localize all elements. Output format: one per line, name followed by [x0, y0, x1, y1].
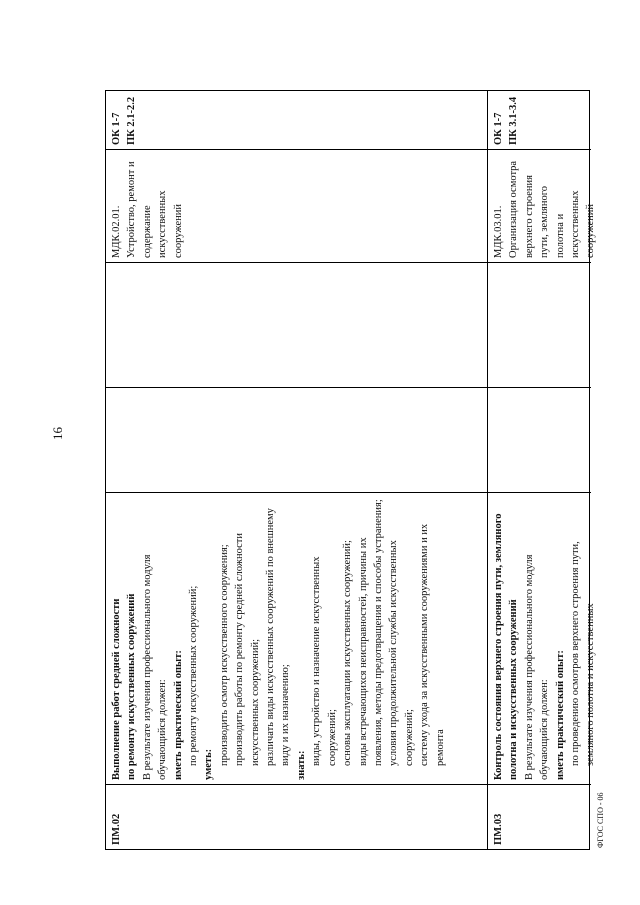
module-title-cont: по ремонту искусственных сооружений: [126, 593, 138, 780]
practice-heading: иметь практический опыт:: [554, 650, 566, 780]
module-code: ПМ.03: [488, 784, 591, 849]
competence-cell: [106, 89, 487, 149]
module-description: [488, 492, 597, 784]
intro-text: В результате изучения профессионального модуля обучающийся должен:: [141, 554, 169, 780]
empty-cell: [488, 262, 591, 387]
table-row: [488, 91, 597, 849]
knowledge-item: виды, устройство и назначение искусственных сооружений;: [311, 556, 338, 766]
rotated-table-container: [105, 90, 597, 850]
empty-cell: [106, 387, 487, 492]
knowledge-item: условия продолжительной службы искусственных сооружений;: [388, 540, 415, 766]
intro-text: В результате изучения профессионального модуля обучающийся должен:: [523, 554, 551, 780]
professional-competence: ПК 2.1-2.2: [126, 96, 138, 145]
knowledge-item: виды встречающихся неисправностей, причины их появления, методы предотвращения и способы устранения;: [357, 499, 384, 766]
empty-cell: [488, 387, 591, 492]
skill-item: различать виды искусственных сооружений по внешнему виду и их назначению;: [265, 508, 292, 766]
table-row: [106, 91, 488, 849]
competence-cell: [488, 89, 591, 149]
mdk-cell: [488, 149, 597, 262]
module-code: ПМ.02: [106, 784, 487, 849]
mdk-title: Организация осмотра верхнего строения пути, земляного полотна и искусственных сооружений: [508, 160, 597, 258]
page-number: 16: [50, 427, 65, 440]
knowledge-item: основы эксплуатации искусственных сооружений;: [342, 540, 354, 766]
skills-heading: уметь:: [203, 748, 215, 780]
mdk-code: МДК.03.01.: [493, 205, 504, 258]
practice-item: по проведению осмотров верхнего строения пути, земляного полотна и искусственных: [570, 541, 597, 766]
module-description: [106, 492, 487, 784]
curriculum-table: [105, 90, 597, 850]
mdk-cell: [106, 149, 487, 262]
practice-heading: иметь практический опыт:: [172, 650, 184, 780]
empty-cell: [106, 262, 487, 387]
mdk-code: МДК.02.01.: [111, 205, 122, 258]
knowledge-item: систему ухода за искусственными сооружениями и их ремонта: [419, 523, 446, 766]
module-title: Контроль состояния верхнего строения пути, земляного полотна и искусственных сооружений: [493, 513, 520, 780]
skill-item: производить работы по ремонту средней сложности искусственных сооружений;: [234, 533, 261, 766]
professional-competence: ПК 3.1-3.4: [508, 96, 520, 145]
skill-item: производить осмотр искусственного сооружения;: [218, 544, 230, 766]
general-competence: ОК 1-7: [111, 112, 122, 145]
footer-standard-label: ФГОС СПО - 06: [596, 792, 605, 848]
module-title: Выполнение работ средней сложности: [111, 598, 122, 780]
general-competence: ОК 1-7: [493, 112, 504, 145]
mdk-title: Устройство, ремонт и содержание искусственных сооружений: [126, 161, 184, 258]
knowledge-heading: знать:: [295, 750, 307, 780]
practice-item: по ремонту искусственных сооружений;: [188, 585, 200, 766]
